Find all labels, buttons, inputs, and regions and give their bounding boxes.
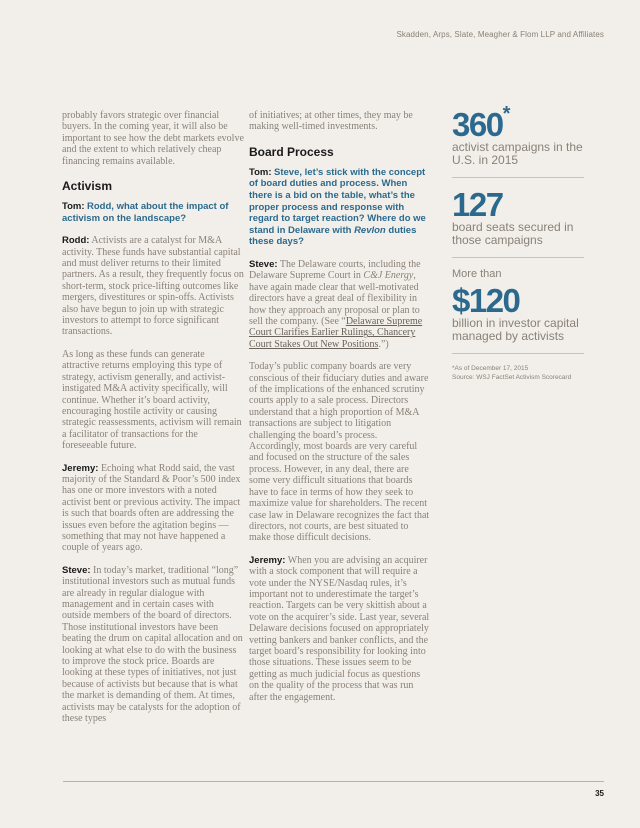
question-tom <box>62 201 244 224</box>
answer-text: In today’s market, traditional “long” institutional investors such as mutual funds are already in regular dialogue with management and in certain cases with outside members of the board of directors. Those institutional investors have been beating the drum on capital allocation and on looking at what else to do with the business to improve the stock price. Boards are looking at these types of initiatives, not just because of activists but because that is what the market is demanding of them. At times, activists may be catalysts for the adoption of these types <box>62 564 243 725</box>
answer-jeremy <box>249 555 431 703</box>
divider <box>452 177 584 178</box>
paragraph: probably favors strategic over financial buyers. In the coming year, it will also be important to see how the debt markets evolve and the extent to which relatively cheap financing remains available. <box>62 110 244 167</box>
column-2 <box>249 110 431 714</box>
footer-rule <box>63 781 604 782</box>
divider <box>452 353 584 354</box>
speaker-label: Steve: <box>249 258 278 270</box>
paragraph: of initiatives; at other times, they may be making well-timed investments. <box>249 110 413 133</box>
column-1 <box>62 110 244 735</box>
running-header: Skadden, Arps, Slate, Meagher & Flom LLP and Affiliates <box>396 30 604 39</box>
paragraph: Today’s public company boards are very conscious of their fiduciary duties and aware of the implications of the enhanced scrutiny courts apply to a sale process. Directors understand that a high proportion of M&A transactions are subject to litigation challenging the board’s process. Accordingly, most boards are very careful and focused on the structure of the sales process. However, in any deal, there are some very difficult situations that boards have to face in terms of how they seek to maximize value for shareholders. The recent case law in Delaware recognizes the fact that directors, not courts, are best situated to make those difficult decisions. <box>249 361 430 544</box>
stat-board-seats-label: board seats secured in those campaigns <box>452 220 574 247</box>
answer-steve <box>62 565 244 725</box>
page-number: 35 <box>595 789 604 798</box>
question-text: Steve, let’s stick with the concept of board duties and process. When there is a bid on the table, what’s the proper process and response with regard to target reaction? Where do we stand in Delaware with Revlon duties these days? <box>249 166 426 248</box>
paragraph: As long as these funds can generate attractive returns employing this type of strategy, activism generally, and activist-instigated M&A activity specifically, will continue. Whether it’s board activity, encouraging hostile activity or causing strategic reassessments, activism will remain a facilitator of transactions for the foreseeable future. <box>62 348 242 452</box>
source-note: Source: WSJ FactSet Activism Scorecard <box>452 374 572 381</box>
speaker-label: Jeremy: <box>249 554 286 566</box>
question-text: Rodd, what about the impact of activism on the landscape? <box>62 201 229 224</box>
speaker-label: Tom: <box>249 166 272 178</box>
footnote: *As of December 17, 2015 <box>452 365 529 372</box>
stat-campaigns-label: activist campaigns in the U.S. in 2015 <box>452 140 583 167</box>
article-link[interactable]: Delaware Supreme Court Clarifies Earlier Rulings, Chancery Court Stakes Out New Positions <box>249 316 423 350</box>
stats-sidebar <box>452 103 602 382</box>
speaker-label: Steve: <box>62 564 91 576</box>
answer-rodd <box>62 235 244 338</box>
stat-campaigns-value: 360* <box>452 103 511 143</box>
answer-text: Echoing what Rodd said, the vast majority of the Standard & Poor’s 500 index has one or more investors with a noted activist bent or previous activity. The impact is such that boards often are addressing the issues even before the agitation begins — something that may not have happened a couple of years ago. <box>62 462 241 554</box>
section-heading-board-process: Board Process <box>249 144 334 159</box>
stat-capital-value: $120 <box>452 282 520 319</box>
stat-capital-label: billion in investor capital managed by activists <box>452 316 579 343</box>
answer-jeremy <box>62 463 244 554</box>
speaker-label: Jeremy: <box>62 462 99 474</box>
answer-text: Activists are a catalyst for M&A activity. These funds have substantial capital and must deliver returns to their limited partners. As a result, they frequently focus on short-term, stock price-lifting outcomes like mergers, divestitures or spin-offs. Activists also have begun to join up with strategic investors to attempt to force significant transactions. <box>62 235 244 338</box>
answer-text: When you are advising an acquirer with a stock component that will require a vote under the NYSE/Nasdaq rules, it’s important not to underestimate the target’s reaction. Targets can be very skittish about a vote on the acquirer’s side. Last year, several Delaware decisions focused on appropriately vetting bankers and banker conflicts, and the target board’s responsibility for looking into those situations. These issues seem to be getting as much judicial focus as questions on the quality of the process that was run after the engagement. <box>249 554 430 703</box>
question-tom <box>249 167 431 248</box>
speaker-label: Rodd: <box>62 235 90 247</box>
divider <box>452 257 584 258</box>
stat-capital-prefix: More than <box>452 268 502 280</box>
section-heading-activism: Activism <box>62 179 113 194</box>
answer-steve: Steve: The Delaware courts, including the Delaware Supreme Court in C&J Energy, have again made clear that well-motivated directors have a great deal of flexibility in how they approach any proposal or plan to sell the company. (See “Delaware Supreme Court Clarifies Earlier Rulings, Chancery Court Stakes Out New Positions.”) <box>249 258 423 350</box>
stat-board-seats-value: 127 <box>452 186 503 223</box>
speaker-label: Tom: <box>62 201 85 213</box>
